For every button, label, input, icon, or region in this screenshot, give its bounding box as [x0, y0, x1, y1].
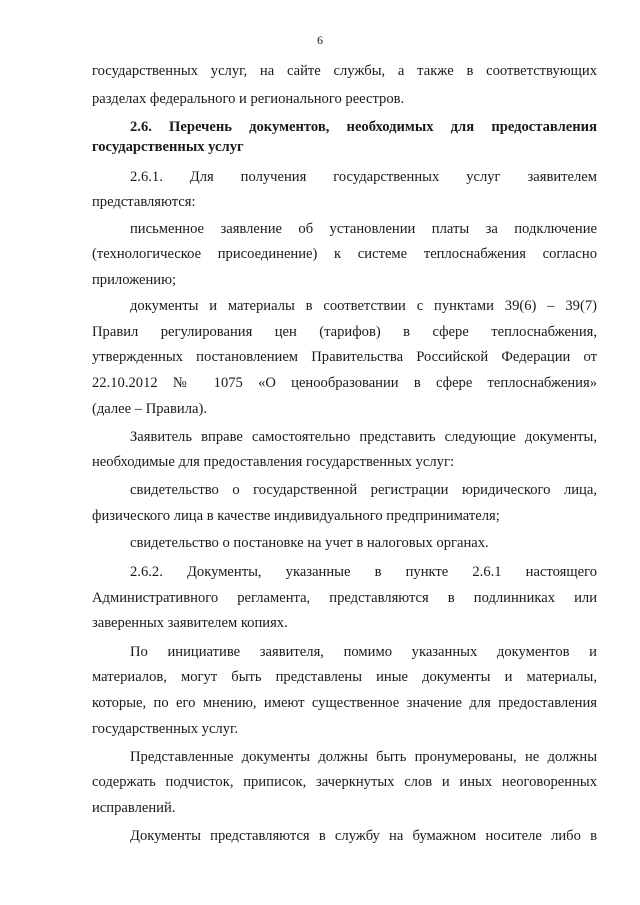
text-line: необходимые для предоставления государственных услуг:: [92, 454, 455, 470]
text-line: свидетельство о государственной регистрации юридического лица,: [130, 482, 597, 498]
text-line: утвержденных постановлением Правительства Российской Федерации от: [92, 349, 597, 365]
text-line: 2.6.2. Документы, указанные в пункте 2.6.1 настоящего: [130, 564, 597, 580]
text-line: государственных услуг: [92, 139, 244, 155]
text-line: содержать подчисток, приписок, зачеркнутых слов и иных неоговоренных: [92, 774, 597, 790]
text-line: которые, по его мнению, имеют существенное значение для предоставления: [92, 695, 597, 711]
text-line: представляются:: [92, 194, 196, 210]
text-line: свидетельство о постановке на учет в налоговых органах.: [130, 535, 489, 551]
text-line: документы и материалы в соответствии с пунктами 39(6) – 39(7): [130, 298, 597, 314]
text-line: (технологическое присоединение) к системе теплоснабжения согласно: [92, 246, 597, 262]
text-line: (далее – Правила).: [92, 401, 208, 417]
text-line: Представленные документы должны быть пронумерованы, не должны: [130, 749, 597, 765]
text-line: исправлений.: [92, 800, 176, 816]
text-line: Правил регулирования цен (тарифов) в сфере теплоснабжения,: [92, 324, 597, 340]
text-line: Административного регламента, представляются в подлинниках или: [92, 590, 597, 606]
text-line: 2.6.1. Для получения государственных услуг заявителем: [130, 169, 597, 185]
text-line: письменное заявление об установлении платы за подключение: [130, 221, 597, 237]
text-line: государственных услуг, на сайте службы, а также в соответствующих: [92, 63, 597, 79]
text-line: По инициативе заявителя, помимо указанных документов и: [130, 644, 597, 660]
text-line: заверенных заявителем копиях.: [92, 615, 288, 631]
text-line: материалов, могут быть представлены иные документы и материалы,: [92, 669, 597, 685]
text-line: государственных услуг.: [92, 721, 238, 737]
text-line: 2.6. Перечень документов, необходимых для предоставления: [130, 119, 597, 135]
text-line: Заявитель вправе самостоятельно представить следующие документы,: [130, 429, 597, 445]
text-line: приложению;: [92, 272, 177, 288]
text-line: 22.10.2012 № 1075 «О ценообразовании в сфере теплоснабжения»: [92, 375, 597, 391]
text-line: Документы представляются в службу на бумажном носителе либо в: [130, 828, 597, 844]
text-line: разделах федерального и регионального реестров.: [92, 91, 405, 107]
page-number: 6: [317, 33, 323, 47]
text-line: физического лица в качестве индивидуального предпринимателя;: [92, 508, 500, 524]
